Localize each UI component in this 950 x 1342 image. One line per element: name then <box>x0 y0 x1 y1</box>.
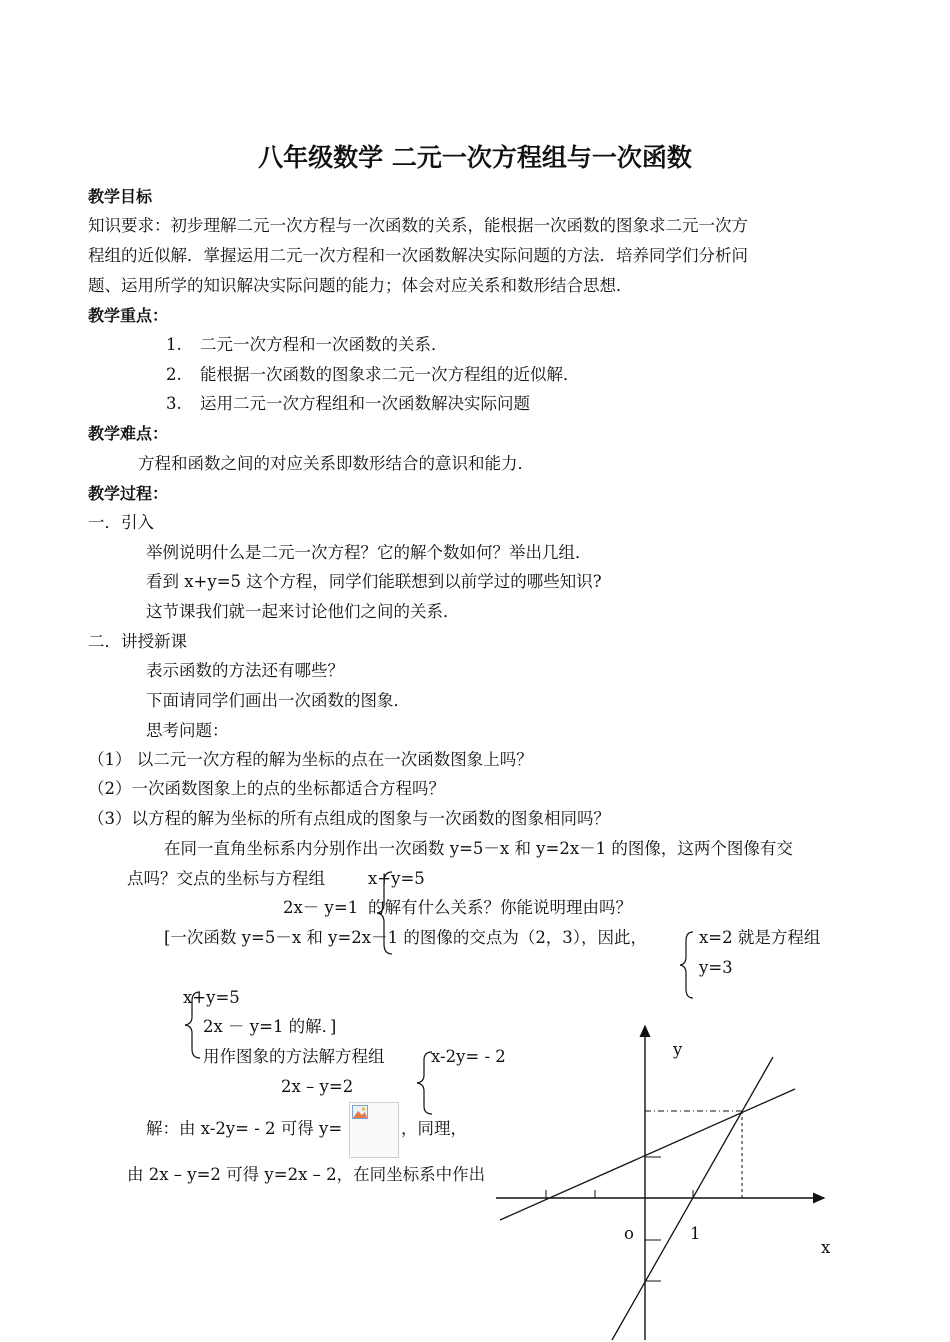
line-shallow <box>500 1089 795 1220</box>
y-axis-label: y <box>673 1040 683 1059</box>
key-points-heading: 教学重点： <box>88 306 169 325</box>
key-point-text-3: 运用二元一次方程组和一次函数解决实际问题 <box>200 394 530 413</box>
intro-line-3: 这节课我们就一起来讨论他们之间的关系． <box>146 602 460 621</box>
key-point-text-2: 能根据一次函数的图象求二元一次方程组的近似解． <box>200 365 580 384</box>
bracket-line: [一次函数 y=5－x 和 y=2x－1 的图像的交点为（2，3），因此， <box>164 928 648 947</box>
solve-line-a: 解：由 x-2y= - 2 可得 y= <box>146 1119 343 1138</box>
key-point-text-1: 二元一次方程和一次函数的关系． <box>200 335 448 354</box>
equation-a: x+y=5 <box>368 869 425 888</box>
x-axis-label: x <box>821 1238 831 1257</box>
process-heading: 教学过程： <box>88 484 169 503</box>
solution-x: x=2 就是方程组 <box>699 928 821 947</box>
question-3: （3）以方程的解为坐标的所有点组成的图象与一次函数的图象相同吗？ <box>88 809 610 828</box>
page-title: 八年级数学 二元一次方程组与一次函数 <box>258 143 692 172</box>
new-lesson-title: 二．讲授新课 <box>88 632 187 651</box>
solve-line-b: ，同理， <box>401 1119 467 1138</box>
brace-system-2 <box>180 990 210 1060</box>
goals-heading: 教学目标 <box>88 187 153 206</box>
goals-line-3: 题、运用所学的知识解决实际问题的能力；体会对应关系和数形结合思想． <box>88 276 633 295</box>
intro-title: 一．引入 <box>88 513 154 532</box>
system-a: x+y=5 <box>183 988 240 1007</box>
equation-c: x-2y= - 2 <box>431 1047 506 1066</box>
question-1: （1） 以二元一次方程的解为坐标的点在一次函数图象上吗？ <box>88 750 533 769</box>
paragraph-line-3: 的解有什么关系？你能说明理由吗？ <box>368 898 632 917</box>
brace-solution <box>675 930 705 1000</box>
goals-line-1: 知识要求：初步理解二元一次方程与一次函数的关系，能根据一次函数的图象求二元一次方 <box>88 216 748 235</box>
intro-line-1: 举例说明什么是二元一次方程？它的解个数如何？举出几组． <box>146 543 592 562</box>
equation-d: 2x – y=2 <box>281 1077 354 1096</box>
paragraph-line-1: 在同一直角坐标系内分别作出一次函数 y=5－x 和 y=2x－1 的图像，这两个图像有交 <box>164 839 793 858</box>
intro-line-2: 看到 x+y=5 这个方程，同学们能联想到以前学过的哪些知识? <box>146 572 602 591</box>
broken-image-icon <box>352 1105 368 1119</box>
solution-y: y=3 <box>699 958 733 977</box>
brace-system-1 <box>372 868 402 958</box>
formula-image <box>349 1102 399 1158</box>
new-line-2: 下面请同学们画出一次函数的图象． <box>146 691 410 710</box>
origin-label: o <box>624 1224 634 1243</box>
key-point-num-3: 3. <box>166 394 182 413</box>
new-line-3: 思考问题： <box>146 721 229 740</box>
system-b: 2x － y=1 的解．] <box>203 1017 337 1036</box>
key-point-num-2: 2. <box>166 365 182 384</box>
tick-one-label: 1 <box>690 1224 701 1243</box>
brace-system-3 <box>412 1050 442 1116</box>
new-line-1: 表示函数的方法还有哪些？ <box>146 661 344 680</box>
solve-line-c: 由 2x – y=2 可得 y=2x – 2，在同坐标系中作出 <box>127 1165 486 1184</box>
difficulty-text: 方程和函数之间的对应关系即数形结合的意识和能力． <box>138 454 534 473</box>
difficulty-heading: 教学难点： <box>88 424 169 443</box>
equation-b: 2x－ y=1 <box>283 898 359 917</box>
coordinate-graph <box>490 1020 840 1342</box>
method-line: 用作图象的方法解方程组 <box>203 1047 385 1066</box>
question-2: （2）一次函数图象上的点的坐标都适合方程吗？ <box>88 779 445 798</box>
paragraph-line-2: 点吗？交点的坐标与方程组 <box>127 869 325 888</box>
goals-line-2: 程组的近似解．掌握运用二元一次方程和一次函数解决实际问题的方法．培养同学们分析问 <box>88 246 748 265</box>
key-point-num-1: 1. <box>166 335 182 354</box>
